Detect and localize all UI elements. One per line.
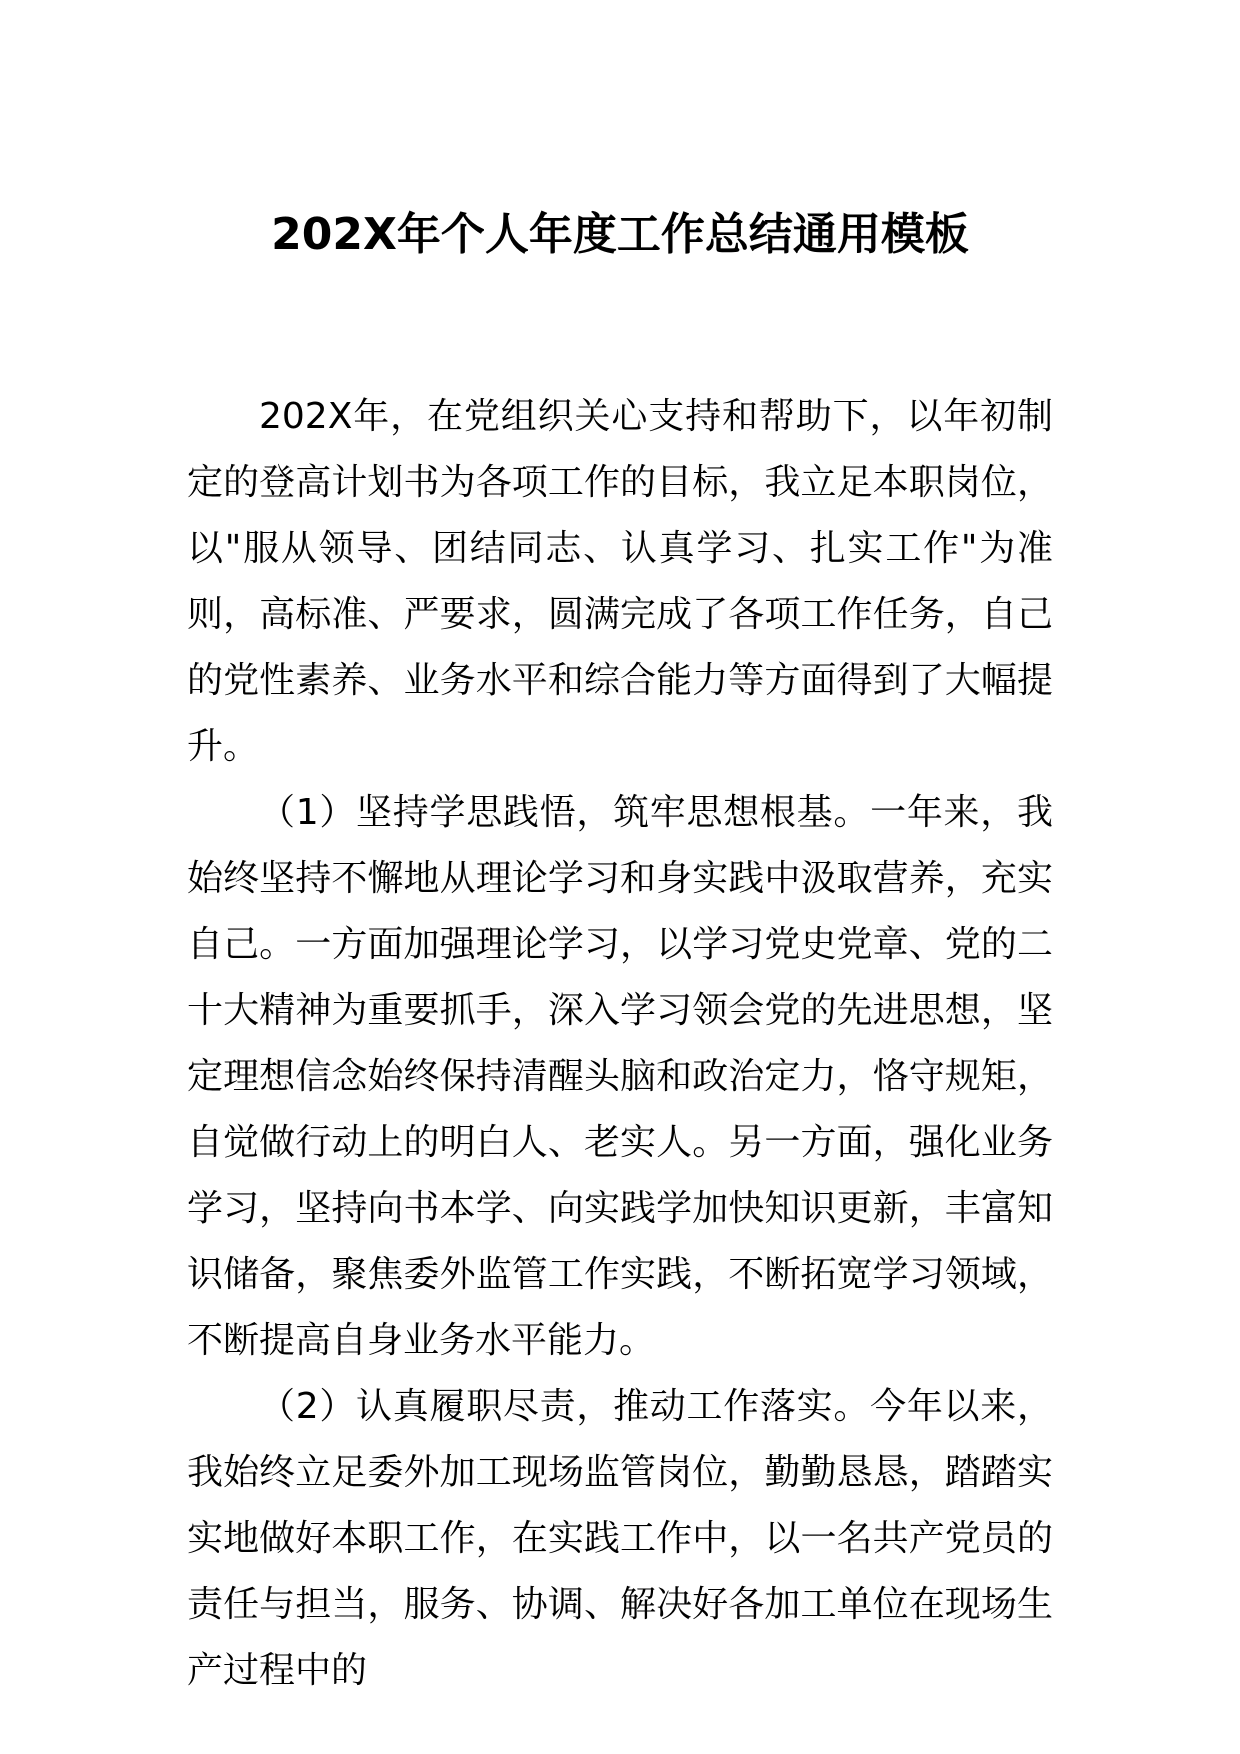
paragraph-intro: 202X年，在党组织关心支持和帮助下，以年初制定的登高计划书为各项工作的目标，我立足本职岗位，以"服从领导、团结同志、认真学习、扎实工作"为准则，高标准、严要求，圆满完成了各项工作任务，自己的党性素养、业务水平和综合能力等方面得到了大幅提升。 — [187, 396, 1053, 767]
document-body — [187, 384, 1053, 1704]
paragraph-section-2: （2）认真履职尽责，推动工作落实。今年以来，我始终立足委外加工现场监管岗位，勤勤恳恳，踏踏实实地做好本职工作，在实践工作中，以一名共产党员的责任与担当，服务、协调、解决好各加工单位在现场生产过程中的 — [187, 1386, 1053, 1691]
paragraph-section-1: （1）坚持学思践悟，筑牢思想根基。一年来，我始终坚持不懈地从理论学习和身实践中汲取营养，充实自己。一方面加强理论学习，以学习党史党章、党的二十大精神为重要抓手，深入学习领会党的先进思想，坚定理想信念始终保持清醒头脑和政治定力，恪守规矩，自觉做行动上的明白人、老实人。另一方面，强化业务学习，坚持向书本学、向实践学加快知识更新，丰富知识储备，聚焦委外监管工作实践，不断拓宽学习领域，不断提高自身业务水平能力。 — [187, 792, 1053, 1361]
document-title: 202X年个人年度工作总结通用模板 — [271, 209, 969, 260]
